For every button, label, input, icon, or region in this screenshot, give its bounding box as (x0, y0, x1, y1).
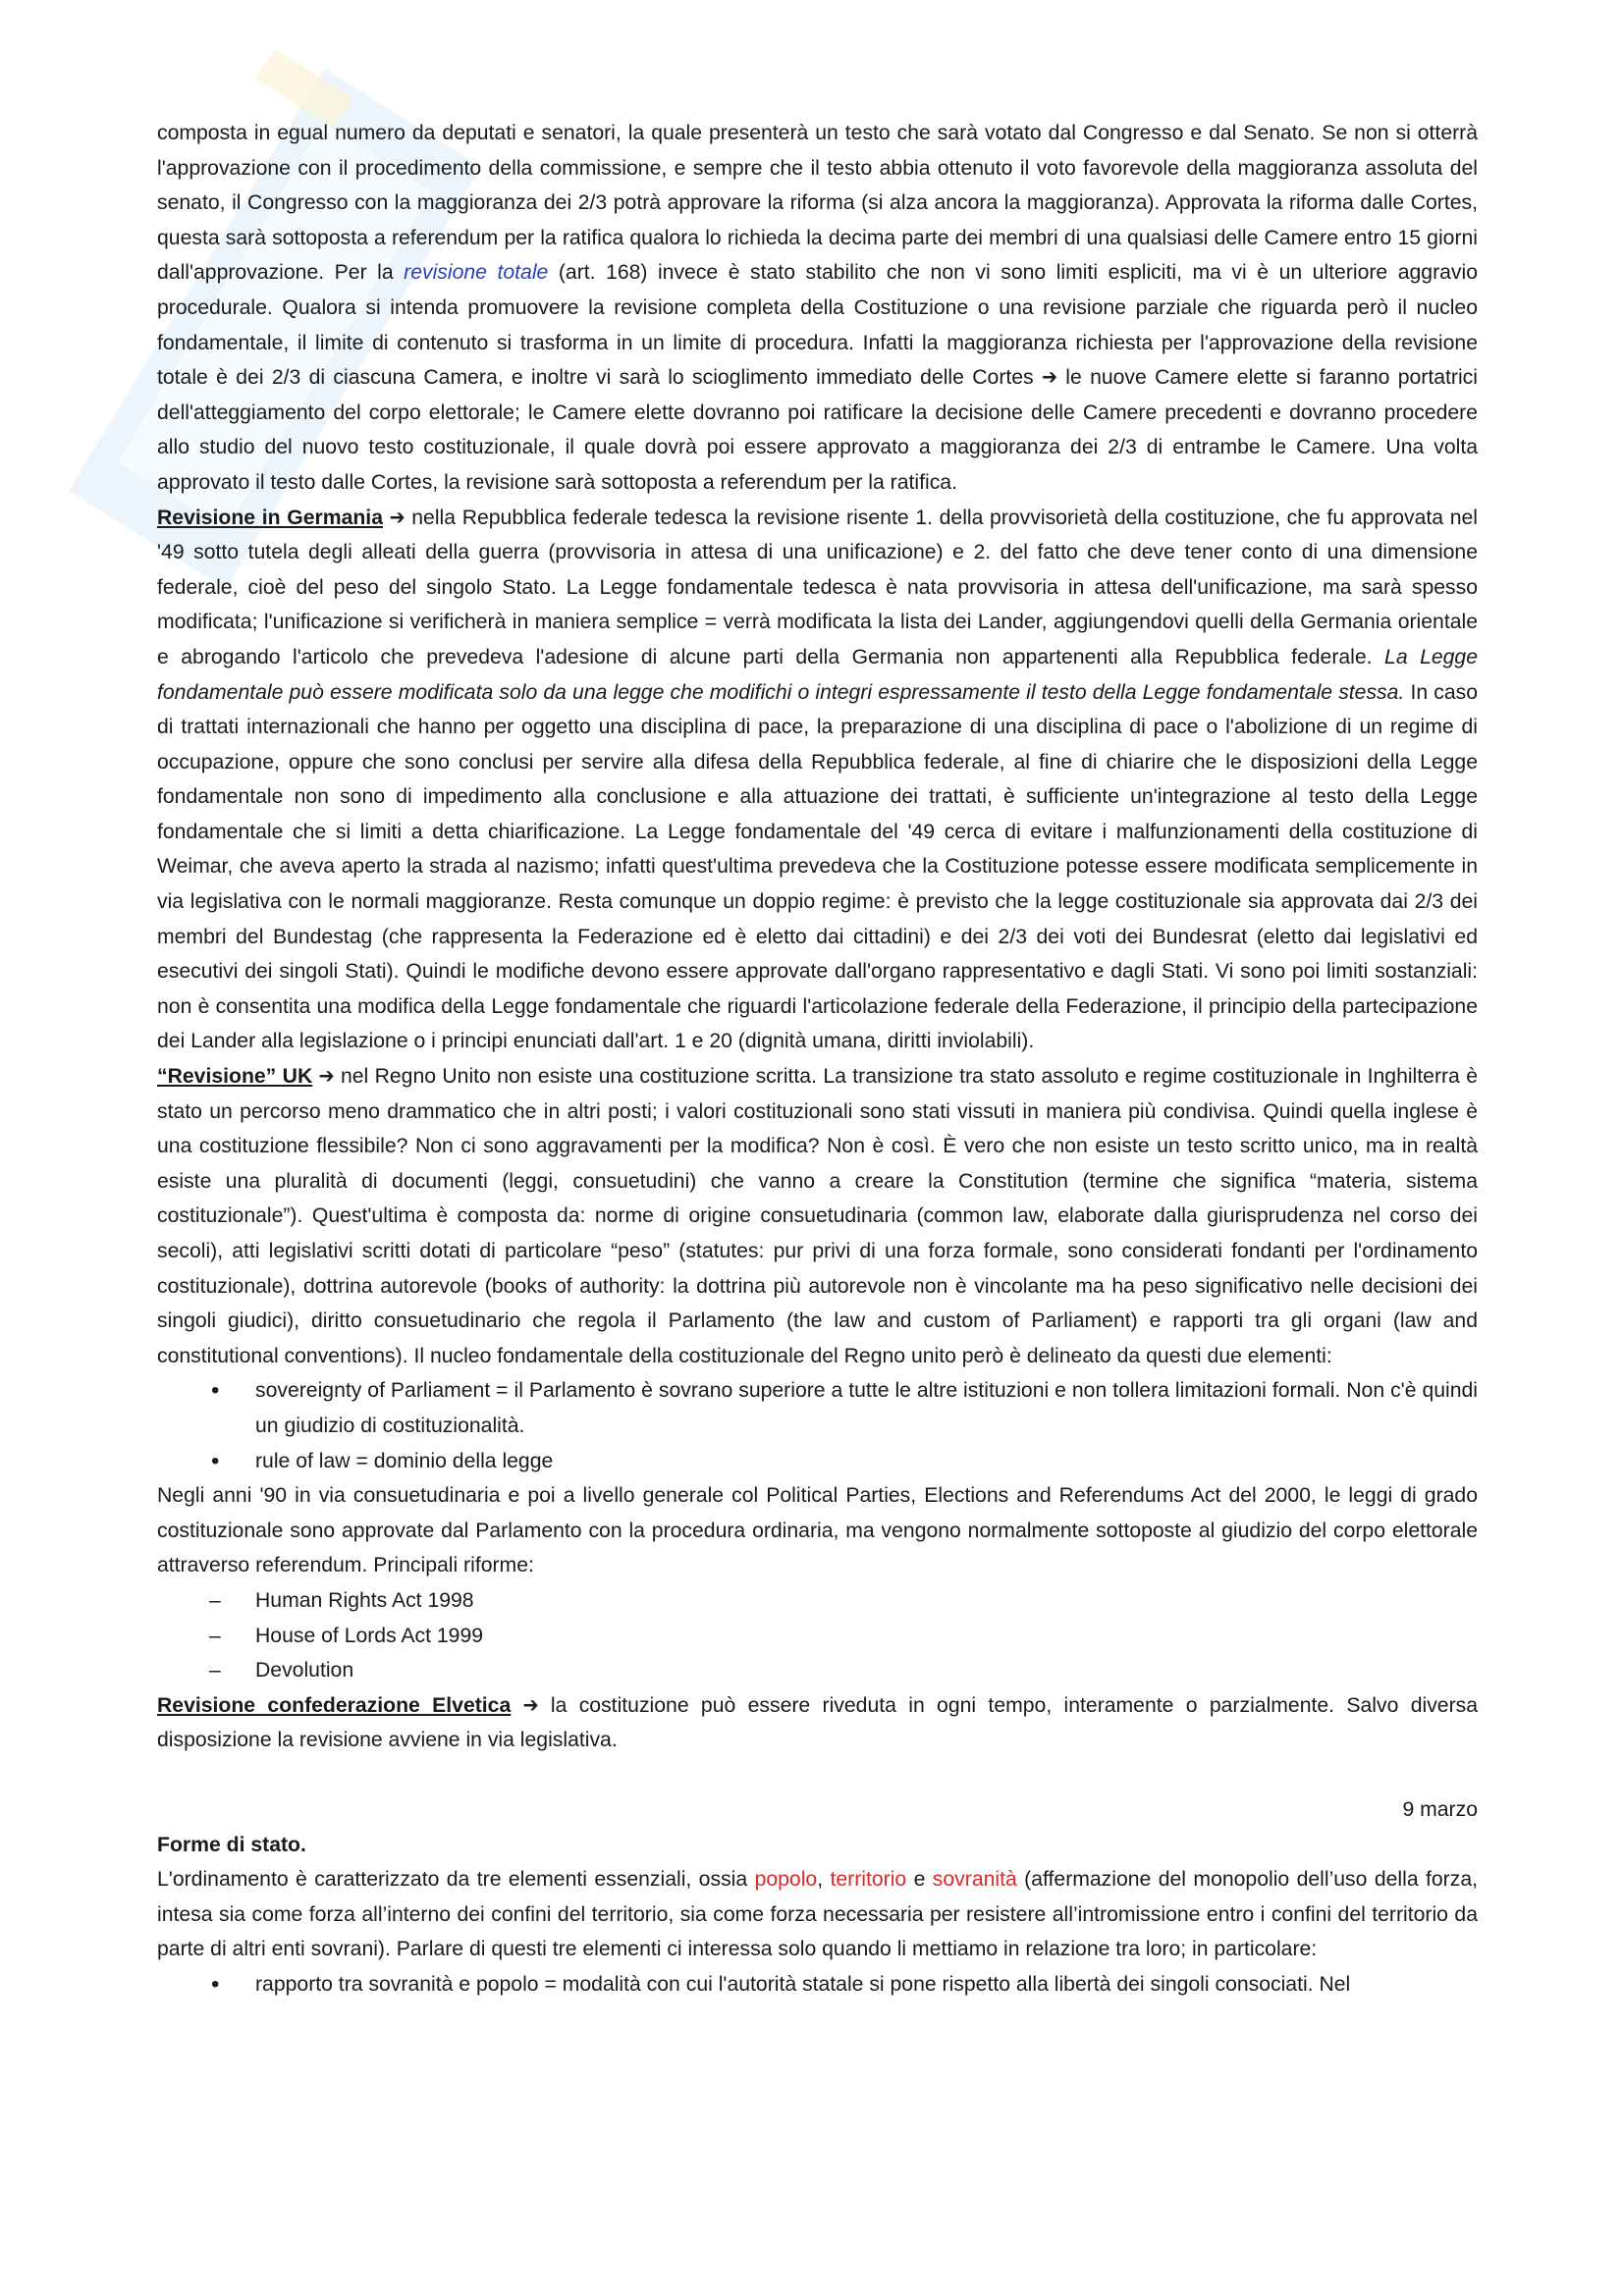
paragraph-uk-after: Negli anni '90 in via consuetudinaria e poi a livello generale col Political Parties, Elections and Referendums Act del 2000, le leggi di grado costituzionale sono approvate dal Parlamento con la procedura ordinaria, ma vengono normalmente sottoposte al giudizio del corpo elettorale attraverso referendum. Principali riforme: (157, 1484, 1478, 1577)
section-title-forme-di-stato: Forme di stato. (157, 1833, 306, 1856)
heading-revisione-uk: “Revisione” UK (157, 1065, 313, 1089)
paragraph-uk: “Revisione” UK ➔ nel Regno Unito non esiste una costituzione scritta. La transizione tra stato assoluto e regime costituzionale in Inghilterra è stato un percorso meno drammatico che in altri posti; i valori costituzionali sono stati vissuti in maniera più condivisa. Quindi quella inglese è una costituzione flessibile? Non ci sono aggravamenti per la modifica? Non è così. È vero che non esiste un testo scritto unico, ma in realtà esiste una pluralità di documenti (leggi, consuetudini) che vanno a creare la Constitution (termine che significa “materia, sistema costituzionale”). Quest'ultima è composta da: norme di origine consuetudinaria (common law, elaborate dalla giurisprudenza nel corso dei secoli), atti legislativi scritti dotati di particolare “peso” (statutes: pur privi di una forza formale, sono considerati fondanti per l'ordinamento costituzionale), dottrina autorevole (books of authority: la dottrina più autorevole non è vincolante ma ha peso significativo nelle decisioni dei singoli giudici), diritto consuetudinario che regola il Parlamento (the law and custom of Parliament) e rapporti tra gli organi (law and constitutional conventions). Il nucleo fondamentale della costituzionale del Regno unito però è delineato da questi due elementi: (157, 1065, 1478, 1367)
term-territorio: territorio (830, 1868, 907, 1892)
uk-reforms-list (157, 1583, 1478, 1688)
list-item: • rule of law = dominio della legge (157, 1444, 1478, 1479)
list-item: – Devolution (157, 1653, 1478, 1688)
paragraph-forme-di-stato: L'ordinamento è caratterizzato da tre elementi essenziali, ossia popolo, territorio e sovranità (affermazione del monopolio dell’uso della forza, intesa sia come forza all’interno dei confini del territorio, sia come forza necessaria per resistere all’intromissione entro i confini del territorio da parte di altri enti sovrani). Parlare di questi tre elementi ci interessa solo quando li mettiamo in relazione tra loro; in particolare: (157, 1868, 1478, 1961)
heading-revisione-elvetica: Revisione confederazione Elvetica (157, 1693, 512, 1717)
document-page (157, 116, 1478, 2002)
term-sovranita: sovranità (932, 1868, 1017, 1892)
list-item: • rapporto tra sovranità e popolo = modalità con cui l'autorità statale si pone rispetto alla libertà dei singoli consociati. Nel (157, 1967, 1478, 2002)
paragraph-germania: Revisione in Germania ➔ nella Repubblica federale tedesca la revisione risente 1. della provvisorietà della costituzione, che fu approvata nel '49 sotto tutela degli alleati della guerra (provvisoria in attesa di una unificazione) e 2. del fatto che deve tener conto di una dimensione federale, cioè del peso del singolo Stato. La Legge fondamentale tedesca è nata provvisoria in attesa dell'unificazione, ma sarà spesso modificata; l'unificazione si verificherà in maniera semplice = verrà modificata la lista dei Lander, aggiungendovi quelli della Germania orientale e abrogando l'articolo che prevedeva l'adesione di alcune parti della Germania non appartenenti alla Repubblica federale. La Legge fondamentale può essere modificata solo da una legge che modifichi o integri espressamente il testo della Legge fondamentale stessa. In caso di trattati internazionali che hanno per oggetto una disciplina di pace, la preparazione di una disciplina di pace o l'abolizione di un regime di occupazione, oppure che sono conclusi per servire alla difesa della Repubblica federale, al fine di chiarire che le disposizioni della Legge fondamentale non sono di impedimento alla conclusione e alla attuazione dei trattati, è sufficiente un'integrazione al testo della Legge fondamentale che si limiti a detta chiarificazione. La Legge fondamentale del '49 cerca di evitare i malfunzionamenti della costituzione di Weimar, che aveva aperto la strada al nazismo; infatti quest'ultima prevedeva che la Costituzione potesse essere modificata semplicemente in via legislativa con le normali maggioranze. Resta comunque un doppio regime: è previsto che la legge costituzionale sia approvata dai 2/3 dei membri del Bundestag (che rappresenta la Federazione ed è eletto dai cittadini) e dei 2/3 dei voti dei Bundesrat (eletto dai legislativi ed esecutivi dei singoli Stati). Quindi le modifiche devono essere approvate dall'organo rappresentativo e dagli Stati. Vi sono poi limiti sostanziali: non è consentita una modifica della Legge fondamentale che riguardi l'articolazione federale della Federazione, il principio della partecipazione dei Lander alla legislazione o i principi enunciati dall'art. 1 e 20 (dignità umana, diritti inviolabili). (157, 506, 1478, 1053)
paragraph-elvetica: Revisione confederazione Elvetica ➔ la costituzione può essere riveduta in ogni tempo, interamente o parzialmente. Salvo diversa disposizione la revisione avviene in via legislativa. (157, 1693, 1479, 1752)
revisione-totale-term: revisione totale (404, 261, 549, 285)
uk-core-elements-list (157, 1373, 1478, 1478)
date-label: 9 marzo (1402, 1797, 1478, 1821)
list-item: – Human Rights Act 1998 (157, 1583, 1478, 1619)
list-item: • sovereignty of Parliament = il Parlamento è sovrano superiore a tutte le altre istituzioni e non tollera limitazioni formali. Non c'è quindi un giudizio di costituzionalità. (157, 1373, 1478, 1443)
heading-revisione-germania: Revisione in Germania (157, 506, 383, 529)
forme-relations-list (157, 1967, 1478, 2002)
paragraph-spain-revision: composta in egual numero da deputati e senatori, la quale presenterà un testo che sarà votato dal Congresso e dal Senato. Se non si otterrà l'approvazione con il procedimento della commissione, e sempre che il testo abbia ottenuto il voto favorevole della maggioranza assoluta del senato, il Congresso con la maggioranza dei 2/3 potrà approvare la riforma (si alza ancora la maggioranza). Approvata la riforma dalle Cortes, questa sarà sottoposta a referendum per la ratifica qualora lo richieda la decima parte dei membri di una qualsiasi delle Camere entro 15 giorni dall'approvazione. Per la revisione totale (art. 168) invece è stato stabilito che non vi sono limiti espliciti, ma vi è un ulteriore aggravio procedurale. Qualora si intenda promuovere la revisione completa della Costituzione o una revisione parziale che riguarda però il nucleo fondamentale, il limite di contenuto si trasforma in un limite di procedura. Infatti la maggioranza richiesta per l'approvazione della revisione totale è dei 2/3 di ciascuna Camera, e inoltre vi sarà lo scioglimento immediato delle Cortes ➔ le nuove Camere elette si faranno portatrici dell'atteggiamento del corpo elettorale; le Camere elette dovranno poi ratificare la decisione delle Camere precedenti e dovranno procedere allo studio del nuovo testo costituzionale, il quale dovrà poi essere approvato a maggioranza dei 2/3 di entrambe le Camere. Una volta approvato il testo dalle Cortes, la revisione sarà sottoposta a referendum per la ratifica. (157, 122, 1478, 494)
germania-italic-rule: La Legge fondamentale può essere modificata solo da una legge che modifichi o integri espressamente il testo della Legge fondamentale stessa. (157, 645, 1478, 704)
list-item: – House of Lords Act 1999 (157, 1619, 1478, 1654)
term-popolo: popolo (754, 1868, 818, 1892)
